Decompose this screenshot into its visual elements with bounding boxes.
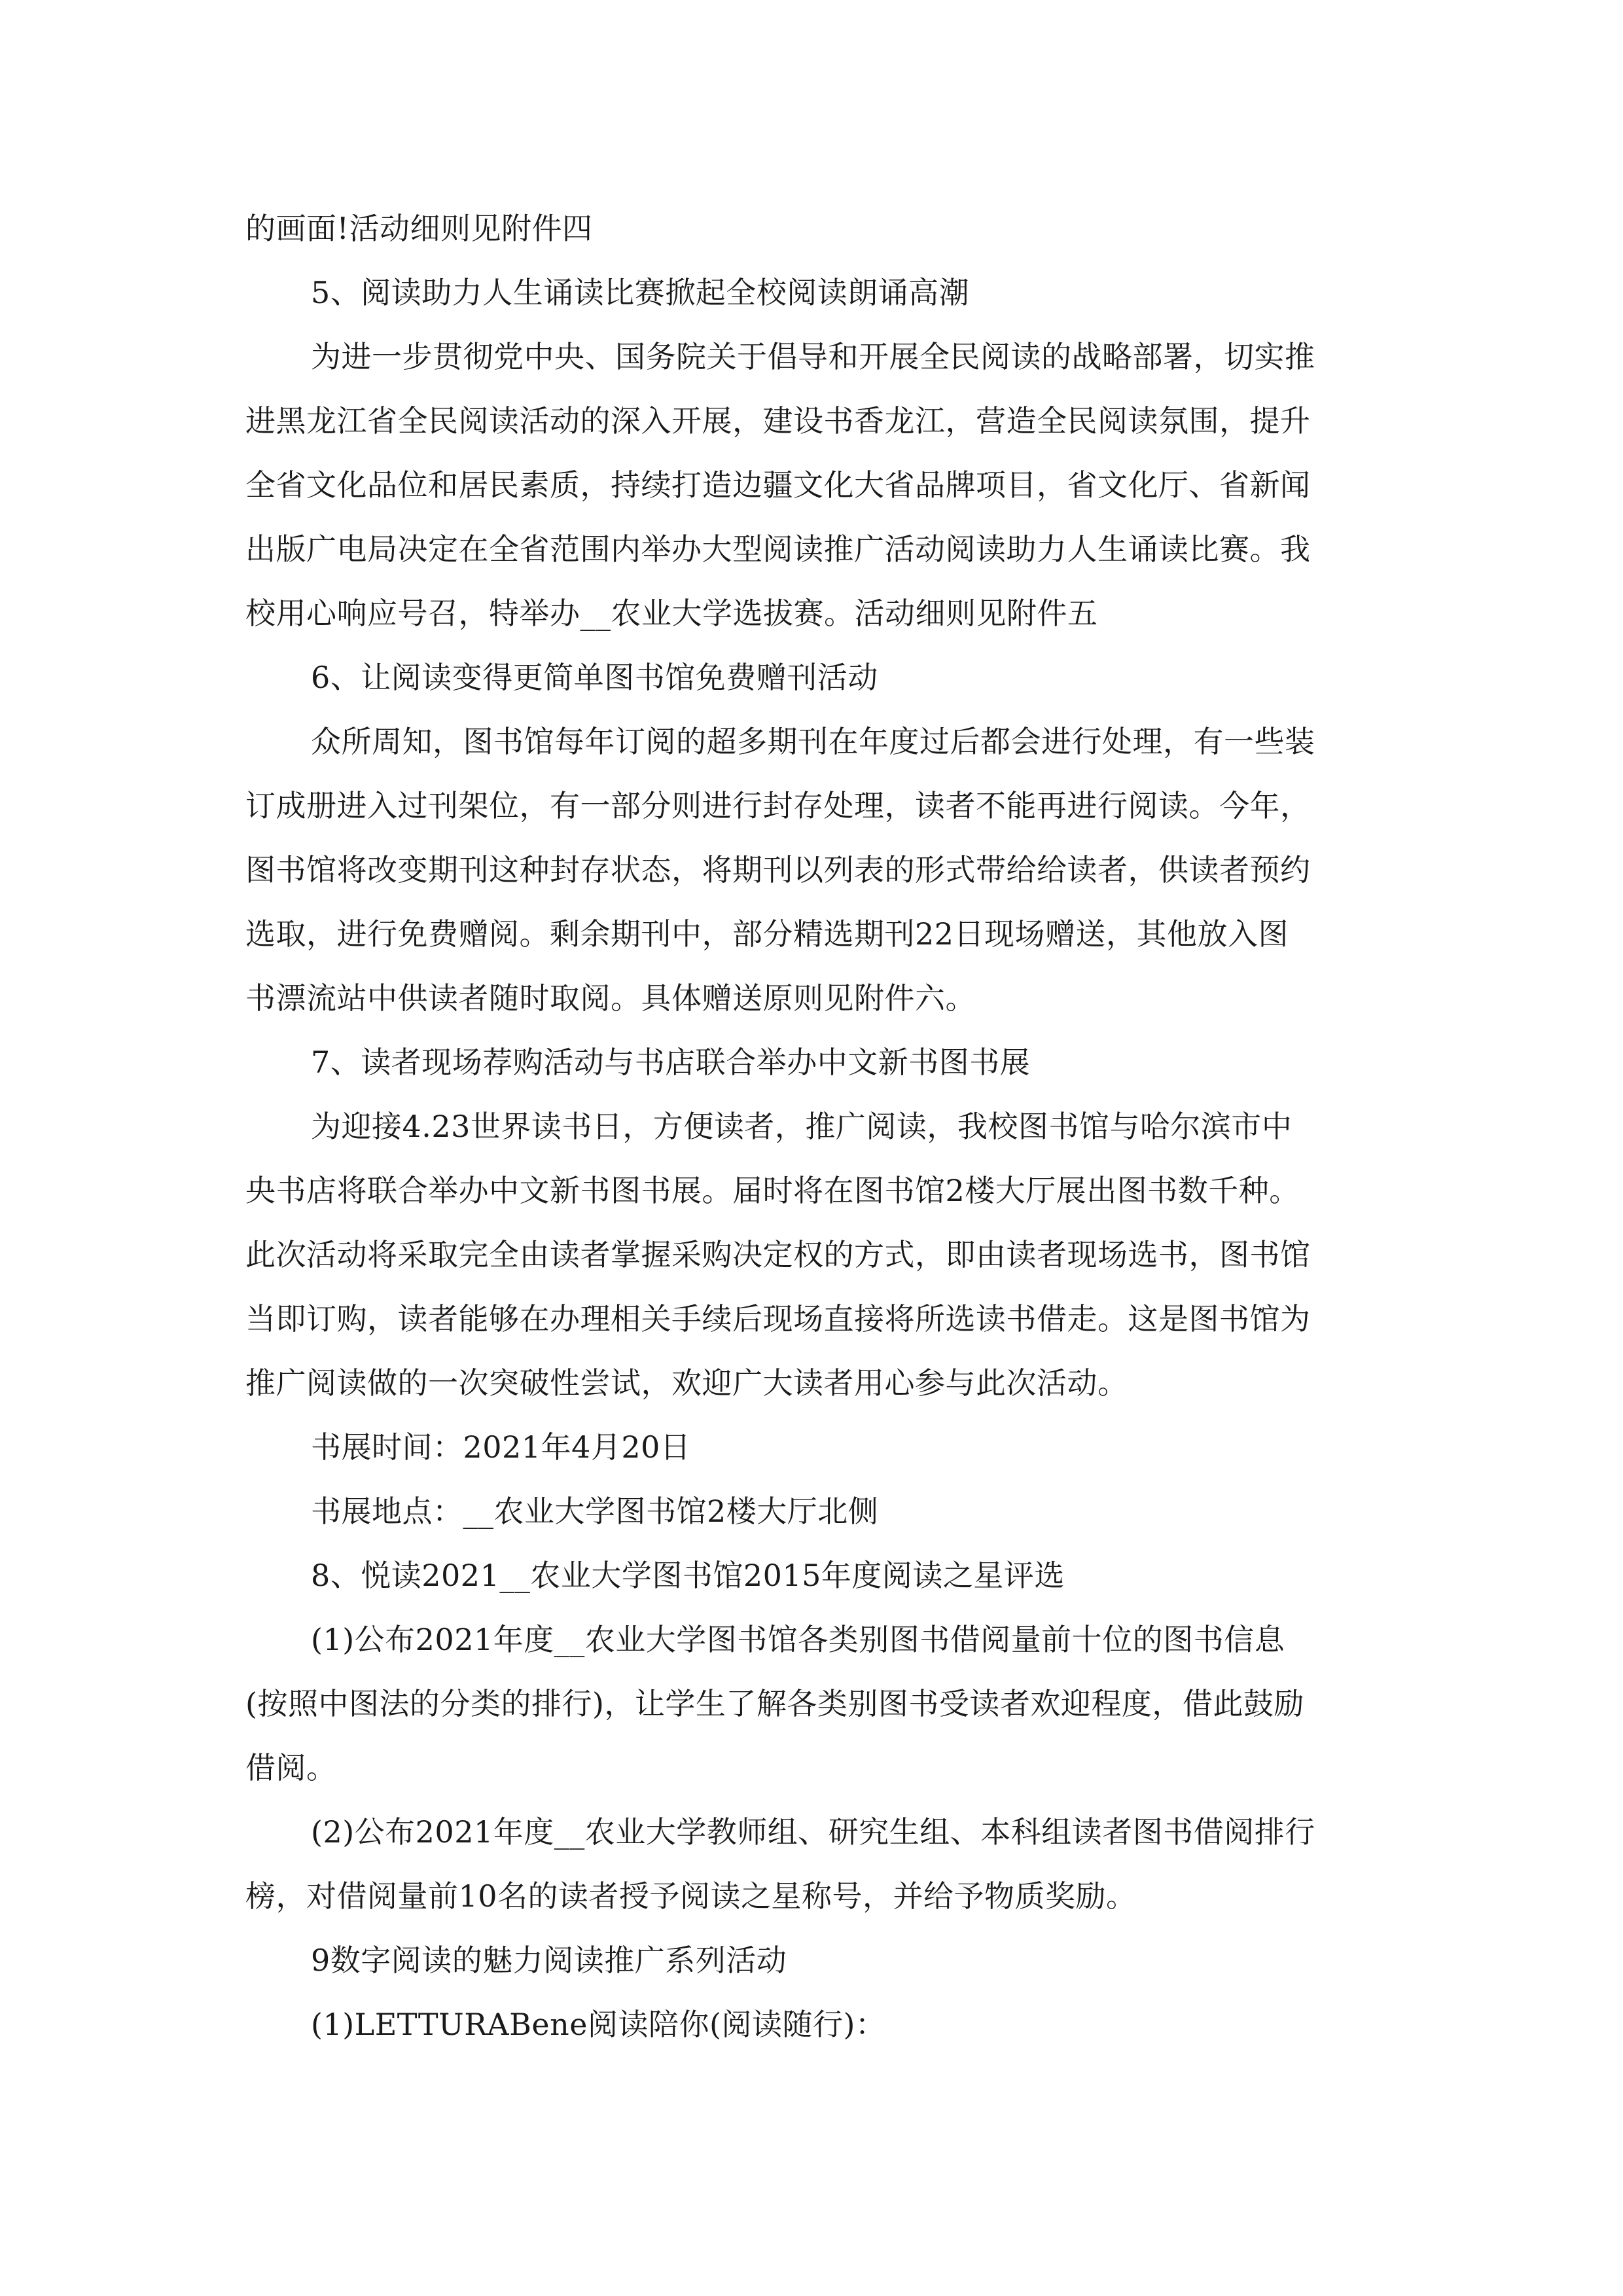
text-line: 订成册进入过刊架位，有一部分则进行封存处理，读者不能再进行阅读。今年， [245,788,1311,823]
text-line: 图书馆将改变期刊这种封存状态，将期刊以列表的形式带给给读者，供读者预约 [245,852,1311,888]
text-line: 为进一步贯彻党中央、国务院关于倡导和开展全民阅读的战略部署，切实推 [311,339,1315,374]
text-line: 众所周知，图书馆每年订阅的超多期刊在年度过后都会进行处理，有一些装 [311,724,1315,759]
text-line: 全省文化品位和居民素质，持续打造边疆文化大省品牌项目，省文化厅、省新闻 [245,467,1311,503]
text-line: (按照中图法的分类的排行)，让学生了解各类别图书受读者欢迎程度，借此鼓励 [245,1686,1304,1721]
text-line: 为迎接4.23世界读书日，方便读者，推广阅读，我校图书馆与哈尔滨市中 [311,1109,1293,1144]
text-line: 进黑龙江省全民阅读活动的深入开展，建设书香龙江，营造全民阅读氛围，提升 [245,403,1311,439]
text-line: 榜，对借阅量前10名的读者授予阅读之星称号，并给予物质奖励。 [245,1878,1137,1914]
text-line: (1)公布2021年度__农业大学图书馆各类别图书借阅量前十位的图书信息 [311,1622,1285,1657]
text-line: (1)LETTURABene阅读陪你(阅读随行)： [311,2007,886,2042]
text-line: 5、阅读助力人生诵读比赛掀起全校阅读朗诵高潮 [311,275,970,310]
text-line: 的画面!活动细则见附件四 [245,211,593,246]
text-line: 6、让阅读变得更简单图书馆免费赠刊活动 [311,660,878,695]
text-line: 书展地点：__农业大学图书馆2楼大厅北侧 [311,1494,879,1529]
text-line: 出版广电局决定在全省范围内举办大型阅读推广活动阅读助力人生诵读比赛。我 [245,531,1311,567]
text-line: 9数字阅读的魅力阅读推广系列活动 [311,1943,787,1978]
text-line: 推广阅读做的一次突破性尝试，欢迎广大读者用心参与此次活动。 [245,1365,1128,1401]
text-line: 8、悦读2021__农业大学图书馆2015年度阅读之星评选 [311,1558,1065,1593]
text-line: 当即订购，读者能够在办理相关手续后现场直接将所选读书借走。这是图书馆为 [245,1301,1311,1336]
text-line: 央书店将联合举办中文新书图书展。届时将在图书馆2楼大厅展出图书数千种。 [245,1173,1300,1208]
text-line: 书展时间：2021年4月20日 [311,1429,691,1465]
text-line: 校用心响应号召，特举办__农业大学选拔赛。活动细则见附件五 [245,596,1098,631]
text-line: 7、读者现场荐购活动与书店联合举办中文新书图书展 [311,1045,1031,1080]
text-line: 此次活动将采取完全由读者掌握采购决定权的方式，即由读者现场选书，图书馆 [245,1237,1311,1272]
text-line: 书漂流站中供读者随时取阅。具体赠送原则见附件六。 [245,980,976,1016]
text-line: (2)公布2021年度__农业大学教师组、研究生组、本科组读者图书借阅排行 [311,1814,1315,1850]
text-line: 借阅。 [245,1750,337,1785]
body-text [245,196,1378,2056]
text-line: 选取，进行免费赠阅。剩余期刊中，部分精选期刊22日现场赠送，其他放入图 [245,916,1289,952]
